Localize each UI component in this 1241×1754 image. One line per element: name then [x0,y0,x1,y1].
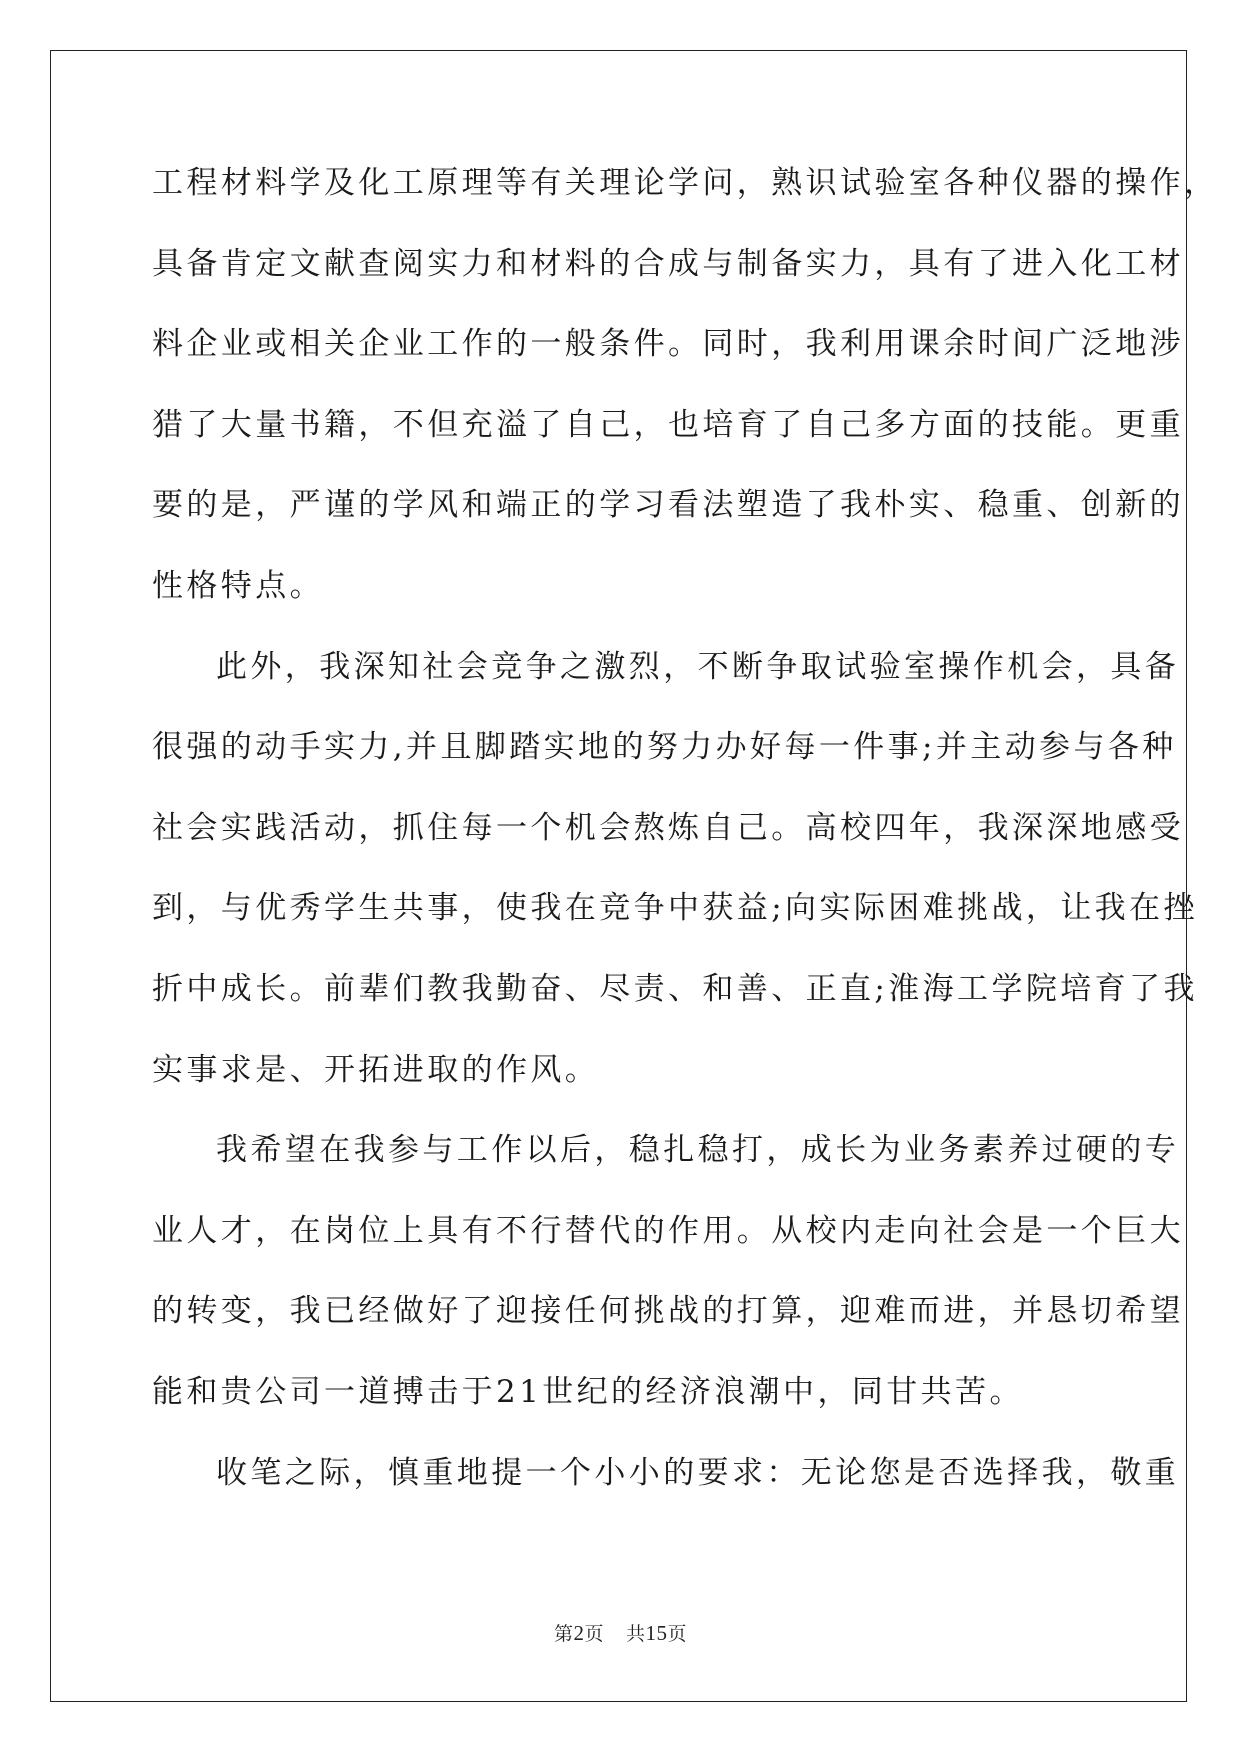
text-line: 折中成长。前辈们教我勤奋、尽责、和善、正直;淮海工学院培育了我 [152,970,1198,1007]
total-pages: 15 [645,1621,668,1645]
total-prefix: 共 [626,1623,646,1645]
text-line: 料企业或相关企业工作的一般条件。同时，我利用课余时间广泛地涉 [152,326,1184,363]
text-line: 猎了大量书籍，不但充溢了自己，也培育了自己多方面的技能。更重 [152,406,1184,443]
paragraph-first-line: 此外，我深知社会竞争之激烈，不断争取试验室操作机会，具备 [216,648,1180,685]
text-line: 社会实践活动，抓住每一个机会熬炼自己。高校四年，我深深地感受 [152,809,1184,846]
text-line: 能和贵公司一道搏击于21世纪的经济浪潮中，同甘共苦。 [152,1373,1024,1410]
text-line: 性格特点。 [152,567,324,604]
page-number: 2 [573,1621,585,1645]
text-line: 业人才，在岗位上具有不行替代的作用。从校内走向社会是一个巨大 [152,1212,1184,1249]
paragraph-first-line: 收笔之际，慎重地提一个小小的要求：无论您是否选择我，敬重 [216,1454,1180,1491]
page-suffix: 页 [584,1623,604,1645]
text-line: 具备肯定文献查阅实力和材料的合成与制备实力，具有了进入化工材 [152,245,1184,282]
page-prefix: 第 [553,1623,574,1645]
text-line: 实事求是、开拓进取的作风。 [152,1051,600,1088]
total-suffix: 页 [667,1623,688,1645]
text-line: 到，与优秀学生共事，使我在竞争中获益;向实际困难挑战，让我在挫 [152,890,1198,927]
document-body [152,157,1219,1527]
text-line: 很强的动手实力,并且脚踏实地的努力办好每一件事;并主动参与各种 [152,729,1177,766]
text-line: 要的是，严谨的学风和端正的学习看法塑造了我朴实、稳重、创新的 [152,487,1184,524]
text-line: 的转变，我已经做好了迎接任何挑战的打算，迎难而进，并恳切希望 [152,1293,1184,1330]
paragraph-first-line: 我希望在我参与工作以后，稳扎稳打，成长为业务素养过硬的专 [216,1132,1180,1169]
page-footer [0,1619,1241,1646]
text-line: 工程材料学及化工原理等有关理论学问，熟识试验室各种仪器的操作， [152,165,1219,201]
